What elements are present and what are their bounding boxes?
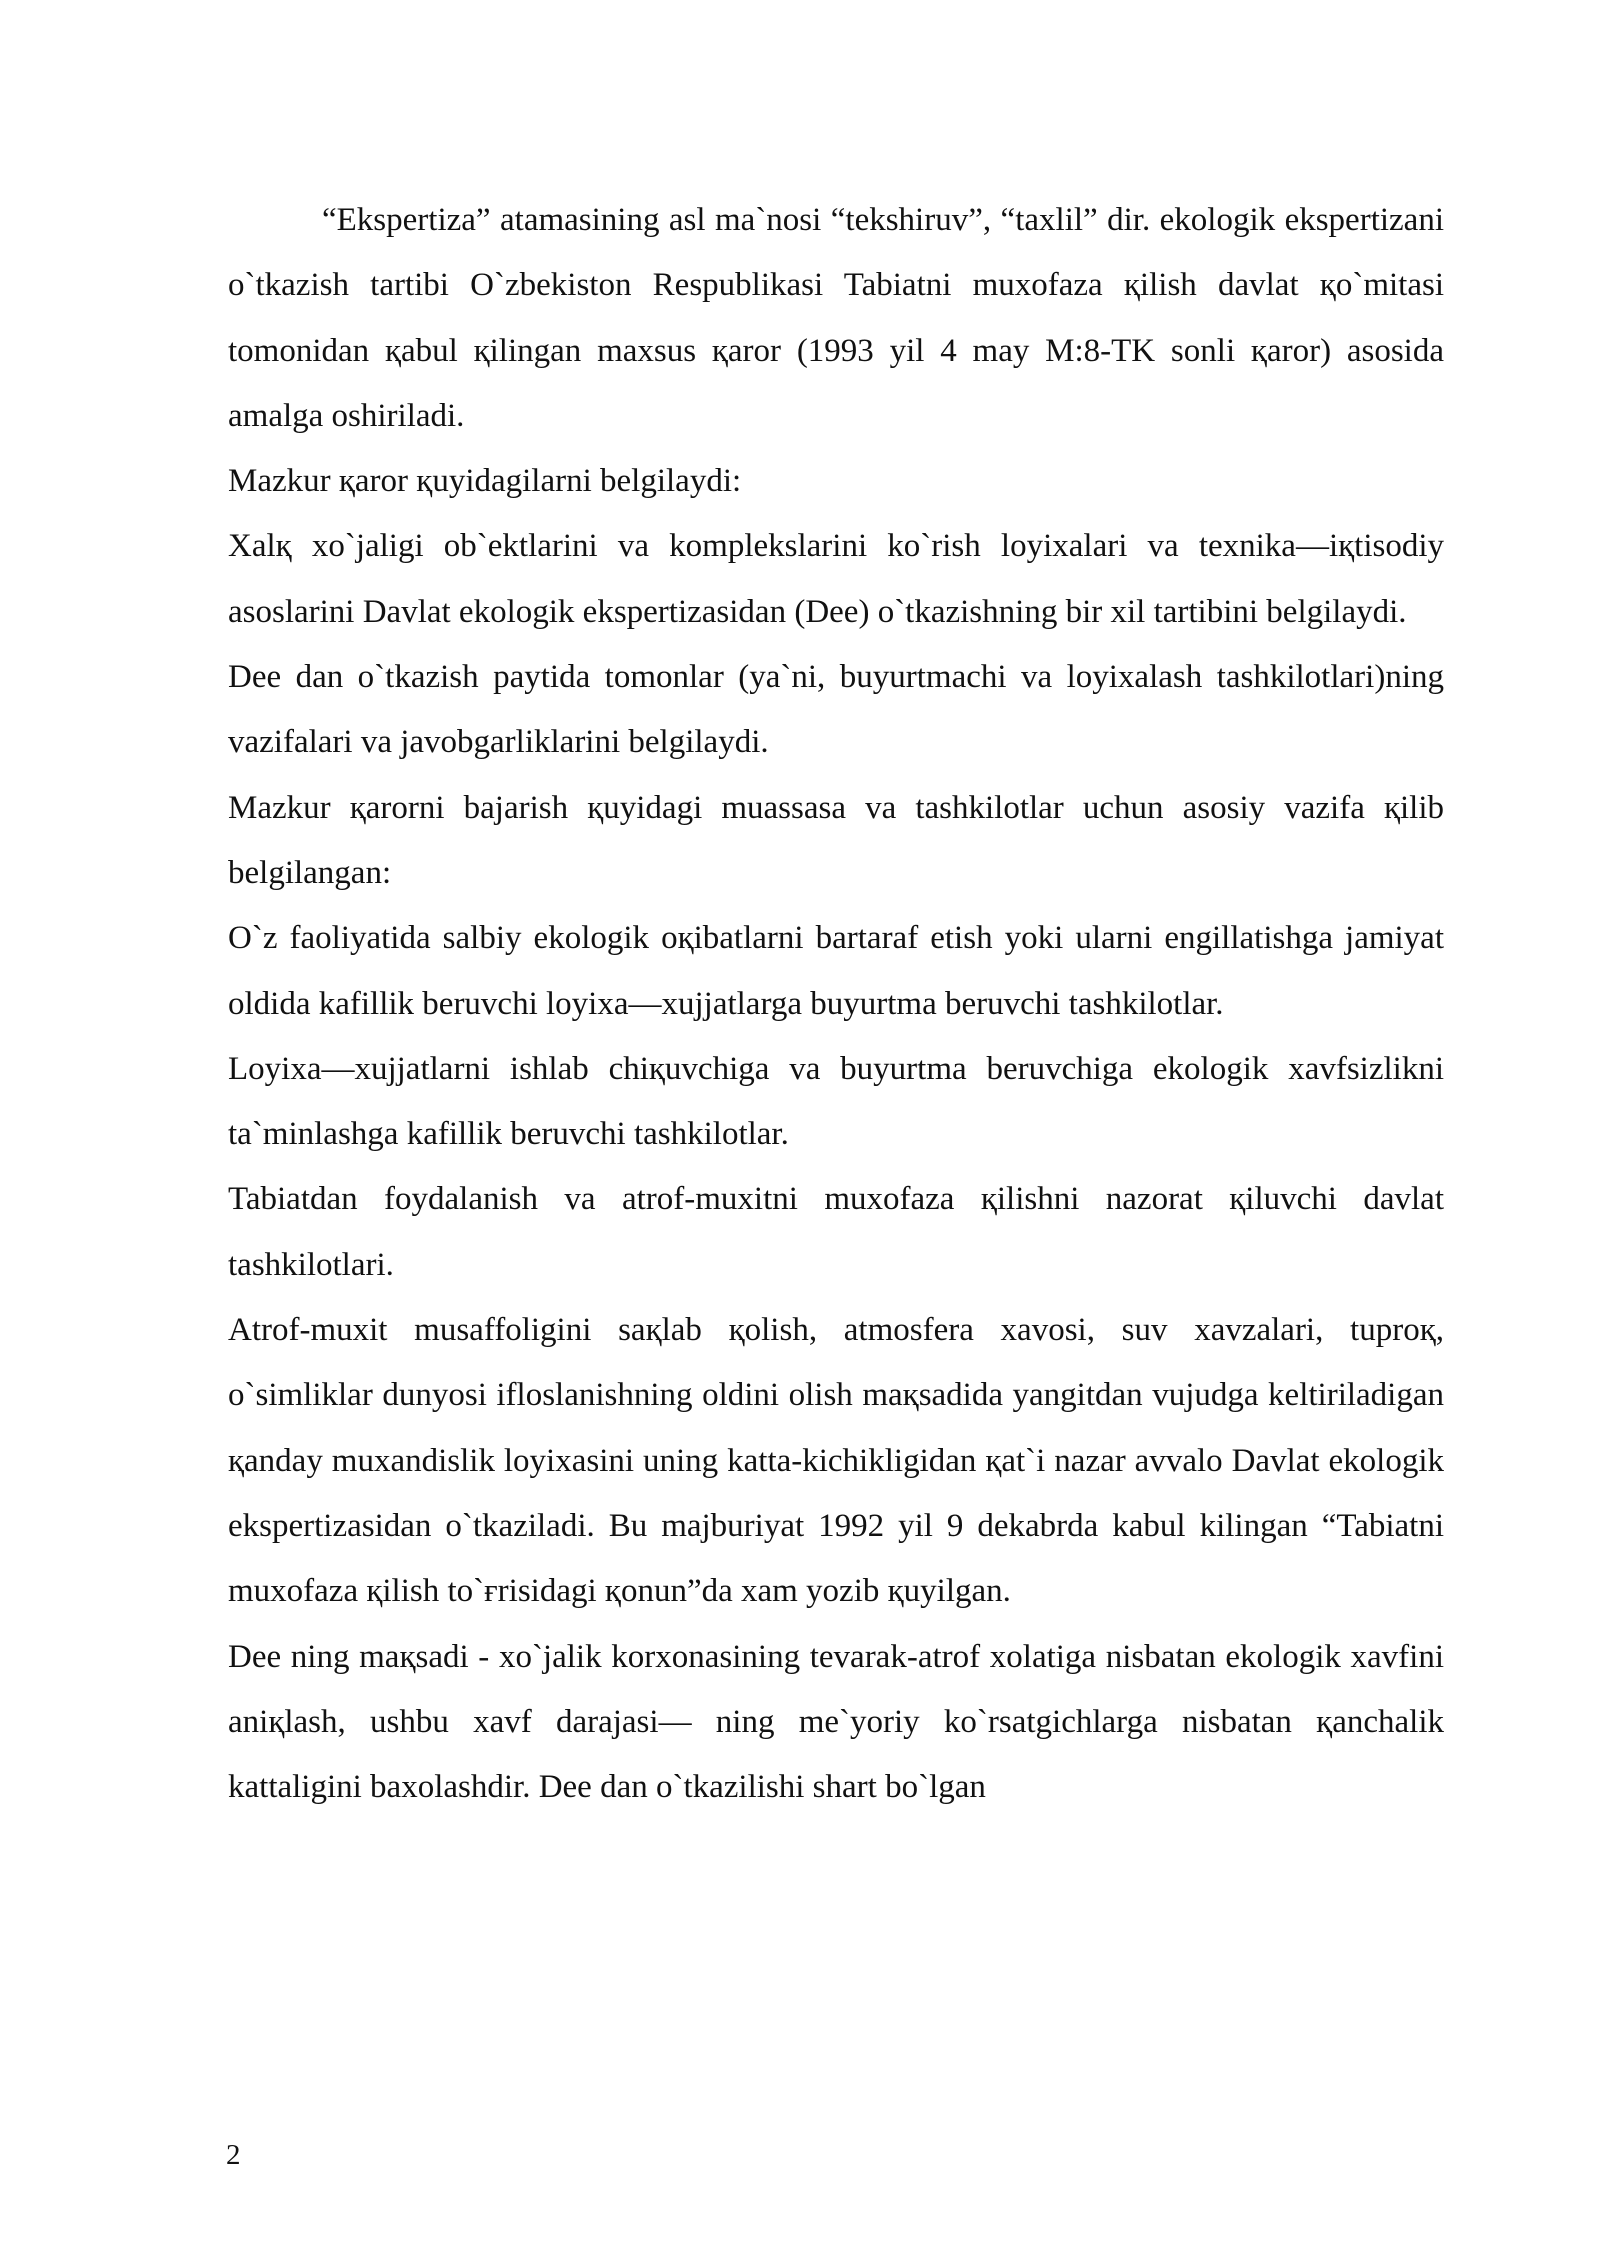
paragraph-environment-protection: Atrof-muxit musaffoligini saқlab қolish, atmosfera xavosi, suv xavzalari, tuproқ, o`simliklar dunyosi ifloslanishning oldini olish maқsadida yangitdan vujudga keltiriladigan қanday muxandislik loyixasini uning katta-kichikligidan қat`i nazar avvalo Davlat ekologik ekspertizasidan o`tkaziladi. Bu majburiyat 1992 yil 9 dekabrda kabul kilingan “Tabiatni muxofaza қilish to`ғrisidagi қonun”da xam yozib қuyilgan.	[228, 1312, 1444, 1610]
paragraph-decision-intro: Mazkur қaror қuyidagilarni belgilaydi:	[228, 463, 742, 500]
paragraph-responsibilities: Dee dan o`tkazish paytida tomonlar (ya`ni, buyurtmachi va loyixalash tashkilotlari)ning vazifalari va javobgarliklarini belgilaydi.	[228, 659, 1444, 761]
paragraph-ekspertiza-definition: “Ekspertiza” atamasining asl ma`nosi “tekshiruv”, “taxlil” dir. ekologik ekspertizani o`tkazish tartibi O`zbekiston Respublikasi Tabiatni muxofaza қilish davlat қo`mitasi tomonidan қabul қilingan maxsus қaror (1993 yil 4 may M:8-TK sonli қaror) asosida amalga oshiriladi.	[228, 202, 1444, 434]
paragraph-procedure: Xalқ xo`jaligi ob`ektlarini va komplekslarini ko`rish loyixalari va texnika—iқtisodiy asoslarini Davlat ekologik ekspertizasidan (Dee) o`tkazishning bir xil tartibini belgilaydi.	[228, 528, 1444, 630]
paragraph-dee-purpose: Dee ning maқsadi - xo`jalik korxonasining tevarak-atrof xolatiga nisbatan ekologik xavfini aniқlash, ushbu xavf darajasi— ning me`yoriy ko`rsatgichlarga nisbatan қanchalik kattaligini baxolashdir. Dee dan o`tkazilishi shart bo`lgan	[228, 1638, 1444, 1806]
paragraph-design-organizations: Loyixa—xujjatlarni ishlab chiқuvchiga va buyurtma beruvchiga ekologik xavfsizlikni ta`minlashga kafillik beruvchi tashkilotlar.	[228, 1050, 1444, 1153]
document-body	[228, 188, 1444, 1820]
page-number: 2	[226, 2139, 241, 2171]
paragraph-state-control: Tabiatdan foydalanish va atrof-muxitni muxofaza қilishni nazorat қiluvchi davlat tashkilotlari.	[228, 1181, 1444, 1283]
paragraph-organizations-intro: Mazkur қarorni bajarish қuyidagi muassasa va tashkilotlar uchun asosiy vazifa қilib belgilangan:	[228, 789, 1444, 891]
paragraph-customer-organizations: O`z faoliyatida salbiy ekologik oқibatlarni bartaraf etish yoki ularni engillatishga jamiyat oldida kafillik beruvchi loyixa—xujjatlarga buyurtma beruvchi tashkilotlar.	[228, 920, 1444, 1022]
